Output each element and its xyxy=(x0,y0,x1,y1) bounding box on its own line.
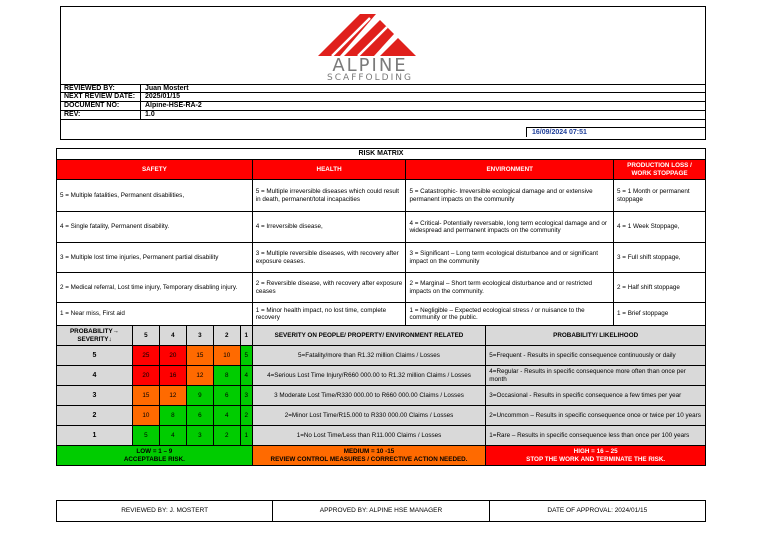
severity-consequence: 2=Minor Lost Time/R15.000 to R330 000.00 Claims / Losses xyxy=(252,406,486,426)
risk-cell: 2 xyxy=(213,426,240,446)
risk-grid-row xyxy=(57,406,706,426)
production-desc: 4 = 1 Week Stoppage, xyxy=(614,212,706,243)
severity-row xyxy=(57,180,706,212)
risk-cell: 10 xyxy=(213,346,240,366)
safety-desc: 4 = Single fatality, Permanent disability. xyxy=(57,212,253,243)
print-timestamp: 16/09/2024 07:51 xyxy=(526,127,706,137)
info-row-next-review xyxy=(61,93,705,102)
risk-cell: 3 xyxy=(240,386,252,406)
health-desc: 1 = Minor health impact, no lost time, complete recovery xyxy=(252,303,406,326)
severity-consequence: 3 Moderate Lost Time/R330 000.00 to R660 000.00 Claims / Losses xyxy=(252,386,486,406)
production-desc: 2 = Half shift stoppage xyxy=(614,273,706,303)
info-label: NEXT REVIEW DATE: xyxy=(61,93,141,101)
info-label: REVIEWED BY: xyxy=(61,85,141,92)
severity-level: 2 xyxy=(57,406,133,426)
date-of-approval: DATE OF APPROVAL: 2024/01/15 xyxy=(489,501,705,521)
probability-col-5: 5 xyxy=(132,326,159,346)
probability-description: 5=Frequent - Results in specific consequence continuously or daily xyxy=(486,346,706,366)
health-desc: 4 = Irreversible disease, xyxy=(252,212,406,243)
logo-name: ALPINE xyxy=(332,55,408,76)
probability-column-label: PROBABILITY/ LIKELIHOOD xyxy=(486,326,706,346)
severity-column-label: SEVERITY ON PEOPLE/ PROPERTY/ ENVIRONMENT RELATED xyxy=(252,326,486,346)
severity-consequence: 4=Serious Lost Time Injury/R660 000.00 to R1.32 million Claims / Losses xyxy=(252,366,486,386)
environment-desc: 2 = Marginal – Short term ecological disturbance and or restricted impacts on the community. xyxy=(406,273,614,303)
header-health: HEALTH xyxy=(252,160,406,180)
risk-cell: 10 xyxy=(132,406,159,426)
logo-tagline: SCAFFOLDING xyxy=(327,73,413,83)
environment-desc: 1 = Negligible – Expected ecological stress / or nuisance to the community or the public. xyxy=(406,303,614,326)
header-safety: SAFETY xyxy=(57,160,253,180)
info-value: 1.0 xyxy=(145,111,155,118)
severity-row xyxy=(57,243,706,273)
risk-cell: 4 xyxy=(213,406,240,426)
info-label: DOCUMENT NO: xyxy=(61,102,141,110)
company-logo xyxy=(300,10,440,83)
high-risk-level xyxy=(486,446,706,466)
info-row-reviewed xyxy=(61,84,705,93)
risk-level-legend xyxy=(57,446,706,466)
document-info xyxy=(61,84,705,120)
severity-consequence: 5=Fatality/more than R1.32 million Claims / Losses xyxy=(252,346,486,366)
risk-cell: 16 xyxy=(159,366,186,386)
info-value: Juan Mostert xyxy=(145,85,189,92)
production-desc: 5 = 1 Month or permanent stoppage xyxy=(614,180,706,212)
risk-cell: 20 xyxy=(159,346,186,366)
risk-cell: 15 xyxy=(186,346,213,366)
risk-cell: 15 xyxy=(132,386,159,406)
reviewed-by: REVIEWED BY: J. MOSTERT xyxy=(121,507,209,514)
info-value: Alpine-HSE-RA-2 xyxy=(145,102,202,109)
probability-col-1: 1 xyxy=(240,326,252,346)
production-desc: 1 = Brief stoppage xyxy=(614,303,706,326)
risk-matrix-table xyxy=(56,148,706,466)
medium-risk-range: MEDIUM = 10 -15 xyxy=(343,448,395,455)
approved-by: APPROVED BY: ALPINE HSE MANAGER xyxy=(272,501,488,521)
safety-desc: 5 = Multiple fatalities, Permanent disabilities, xyxy=(57,180,253,212)
probability-col-2: 2 xyxy=(213,326,240,346)
risk-cell: 8 xyxy=(159,406,186,426)
info-row-rev xyxy=(61,111,705,120)
production-desc: 3 = Full shift stoppage, xyxy=(614,243,706,273)
probability-col-3: 3 xyxy=(186,326,213,346)
risk-cell: 20 xyxy=(132,366,159,386)
safety-desc: 1 = Near miss, First aid xyxy=(57,303,253,326)
info-label: REV: xyxy=(61,111,141,119)
environment-desc: 4 = Critical- Potentially reversable, long term ecological damage and or widespread and permanent impacts on the community xyxy=(406,212,614,243)
risk-cell: 3 xyxy=(186,426,213,446)
risk-cell: 1 xyxy=(240,426,252,446)
risk-cell: 9 xyxy=(186,386,213,406)
info-value: 2025/01/15 xyxy=(145,93,181,100)
health-desc: 3 = Multiple reversible diseases, with recovery after exposure ceases. xyxy=(252,243,406,273)
grid-header-row xyxy=(57,326,706,346)
risk-cell: 2 xyxy=(240,406,252,426)
risk-cell: 12 xyxy=(159,386,186,406)
risk-grid-row xyxy=(57,426,706,446)
risk-grid-row xyxy=(57,386,706,406)
probability-description: 3=Occasional - Results in specific consequence a few times per year xyxy=(486,386,706,406)
risk-cell: 5 xyxy=(240,346,252,366)
severity-level: 4 xyxy=(57,366,133,386)
medium-risk-action: REVIEW CONTROL MEASURES / CORRECTIVE ACTION NEEDED. xyxy=(270,455,468,463)
risk-cell: 8 xyxy=(213,366,240,386)
health-desc: 2 = Reversible disease, with recovery after exposure ceases xyxy=(252,273,406,303)
risk-cell: 4 xyxy=(159,426,186,446)
medium-risk-level xyxy=(252,446,486,466)
low-risk-range: LOW = 1 – 9 xyxy=(136,448,173,455)
health-desc: 5 = Multiple irreversible diseases which could result in death, permanent/total incapacities xyxy=(252,180,406,212)
safety-desc: 3 = Multiple lost time injuries, Permanent partial disability xyxy=(57,243,253,273)
low-risk-action: ACCEPTABLE RISK. xyxy=(123,455,185,463)
info-row-document-no xyxy=(61,102,705,111)
high-risk-range: HIGH = 16 – 25 xyxy=(573,448,618,455)
safety-desc: 2 = Medical referral, Lost time injury, Temporary disabling injury. xyxy=(57,273,253,303)
risk-cell: 4 xyxy=(240,366,252,386)
risk-grid-row xyxy=(57,346,706,366)
header-environment: ENVIRONMENT xyxy=(406,160,614,180)
severity-row xyxy=(57,303,706,326)
risk-cell: 5 xyxy=(132,426,159,446)
low-risk-level xyxy=(57,446,253,466)
risk-cell: 12 xyxy=(186,366,213,386)
probability-description: 4=Regular - Results in specific consequence more often than once per month xyxy=(486,366,706,386)
severity-consequence: 1=No Lost Time/Less than R11.000 Claims / Losses xyxy=(252,426,486,446)
header-production-loss: PRODUCTION LOSS / WORK STOPPAGE xyxy=(614,160,706,180)
risk-grid-row xyxy=(57,366,706,386)
probability-description: 1=Rare – Results in specific consequence less than once per 100 years xyxy=(486,426,706,446)
severity-level: 3 xyxy=(57,386,133,406)
severity-level: 5 xyxy=(57,346,133,366)
logo-mountain-icon xyxy=(300,10,440,58)
environment-desc: 5 = Catastrophic- Irreversible ecological damage and or extensive permanent impacts on the community xyxy=(406,180,614,212)
probability-description: 2=Uncommon – Results in specific consequence once or twice per 10 years xyxy=(486,406,706,426)
high-risk-action: STOP THE WORK AND TERMINATE THE RISK. xyxy=(526,455,666,463)
environment-desc: 3 = Significant – Long term ecological disturbance and or significant impact on the community xyxy=(406,243,614,273)
risk-cell: 25 xyxy=(132,346,159,366)
severity-level: 1 xyxy=(57,426,133,446)
probability-severity-corner: PROBABILITY→ SEVERITY↓ xyxy=(57,326,133,346)
risk-matrix-title: RISK MATRIX xyxy=(57,149,706,160)
risk-cell: 6 xyxy=(213,386,240,406)
probability-col-4: 4 xyxy=(159,326,186,346)
severity-row xyxy=(57,273,706,303)
approval-footer xyxy=(56,500,706,522)
severity-row xyxy=(57,212,706,243)
risk-cell: 6 xyxy=(186,406,213,426)
